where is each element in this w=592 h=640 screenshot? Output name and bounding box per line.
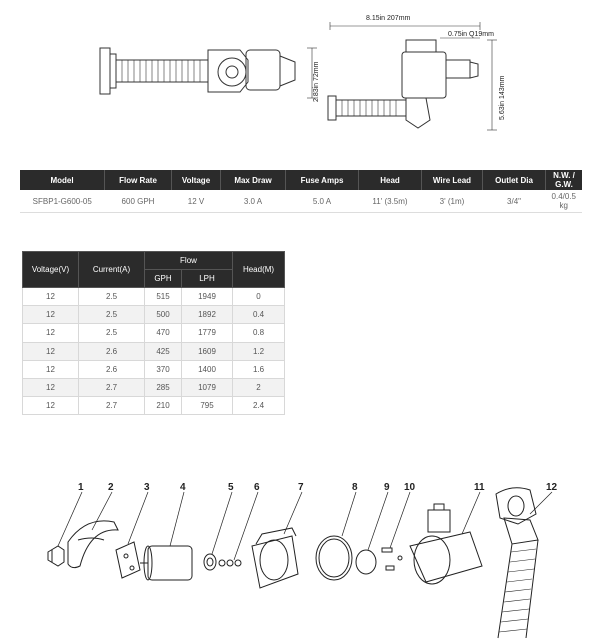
svg-text:2.83in 72mm: 2.83in 72mm	[313, 61, 320, 102]
cell: 1400	[182, 360, 233, 378]
part-label-11: 11	[474, 482, 485, 493]
spec-data-row	[20, 190, 582, 213]
spec-cell: 11' (3.5m)	[359, 190, 422, 213]
cell: 1079	[182, 378, 233, 396]
exploded-parts-diagram	[30, 470, 592, 640]
table-row	[23, 324, 285, 342]
spec-cell: 3.0 A	[221, 190, 286, 213]
spec-header: Head	[359, 170, 422, 190]
spec-header: N.W. / G.W.	[546, 170, 583, 190]
table-row	[23, 360, 285, 378]
side-view-drawing	[320, 8, 520, 138]
spec-cell: 12 V	[172, 190, 221, 213]
spec-header: Voltage	[172, 170, 221, 190]
part-label-1: 1	[78, 482, 84, 493]
cell: 425	[145, 342, 182, 360]
cell: 2.6	[79, 360, 145, 378]
cell: 12	[23, 324, 79, 342]
spec-header: Wire Lead	[422, 170, 483, 190]
cell: 0.4	[233, 306, 285, 324]
table-row	[23, 342, 285, 360]
part-label-5: 5	[228, 482, 234, 493]
table-row	[23, 306, 285, 324]
part-label-9: 9	[384, 482, 390, 493]
cell: 2	[233, 378, 285, 396]
cell: 2.6	[79, 342, 145, 360]
flow-header: Flow	[145, 252, 233, 270]
cell: 2.5	[79, 324, 145, 342]
spec-header: Outlet Dia	[483, 170, 546, 190]
cell: 1892	[182, 306, 233, 324]
top-view-drawing	[90, 20, 330, 130]
table-row	[23, 378, 285, 396]
cell: 0	[233, 288, 285, 306]
performance-table	[22, 251, 285, 415]
cell: 210	[145, 397, 182, 415]
spec-cell: 3' (1m)	[422, 190, 483, 213]
voltage-header: Voltage(V)	[23, 252, 79, 288]
cell: 795	[182, 397, 233, 415]
table-row	[23, 288, 285, 306]
lph-header: LPH	[182, 270, 233, 288]
cell: 2.4	[233, 397, 285, 415]
cell: 12	[23, 288, 79, 306]
cell: 0.8	[233, 324, 285, 342]
cell: 2.7	[79, 397, 145, 415]
svg-text:0.75in Q19mm: 0.75in Q19mm	[448, 31, 494, 38]
cell: 500	[145, 306, 182, 324]
cell: 12	[23, 378, 79, 396]
spec-cell: 3/4"	[483, 190, 546, 213]
part-label-2: 2	[108, 482, 114, 493]
cell: 2.7	[79, 378, 145, 396]
spec-header: Flow Rate	[105, 170, 172, 190]
cell: 1949	[182, 288, 233, 306]
part-label-12: 12	[546, 482, 558, 493]
gph-header: GPH	[145, 270, 182, 288]
cell: 1779	[182, 324, 233, 342]
part-label-8: 8	[352, 482, 358, 493]
cell: 2.5	[79, 306, 145, 324]
spec-cell: 0.4/0.5 kg	[546, 190, 583, 213]
cell: 470	[145, 324, 182, 342]
spec-cell: SFBP1-G600-05	[20, 190, 105, 213]
svg-text:8.15in 207mm: 8.15in 207mm	[366, 15, 411, 22]
spec-header: Model	[20, 170, 105, 190]
cell: 515	[145, 288, 182, 306]
perf-header-row	[23, 252, 285, 270]
part-label-3: 3	[144, 482, 150, 493]
part-label-10: 10	[404, 482, 416, 493]
cell: 12	[23, 306, 79, 324]
table-row	[23, 397, 285, 415]
part-label-6: 6	[254, 482, 260, 493]
spec-header-row	[20, 170, 582, 190]
cell: 285	[145, 378, 182, 396]
cell: 12	[23, 360, 79, 378]
spec-cell: 5.0 A	[286, 190, 359, 213]
cell: 370	[145, 360, 182, 378]
svg-text:5.63in 143mm: 5.63in 143mm	[499, 75, 506, 120]
height-right-label	[494, 46, 508, 122]
spec-cell: 600 GPH	[105, 190, 172, 213]
cell: 12	[23, 397, 79, 415]
spec-header: Fuse Amps	[286, 170, 359, 190]
cell: 1.6	[233, 360, 285, 378]
spec-header: Max Draw	[221, 170, 286, 190]
part-label-4: 4	[180, 482, 186, 493]
cell: 1609	[182, 342, 233, 360]
head-header: Head(M)	[233, 252, 285, 288]
cell: 2.5	[79, 288, 145, 306]
part-label-7: 7	[298, 482, 304, 493]
current-header: Current(A)	[79, 252, 145, 288]
spec-table	[20, 170, 582, 213]
cell: 12	[23, 342, 79, 360]
cell: 1.2	[233, 342, 285, 360]
